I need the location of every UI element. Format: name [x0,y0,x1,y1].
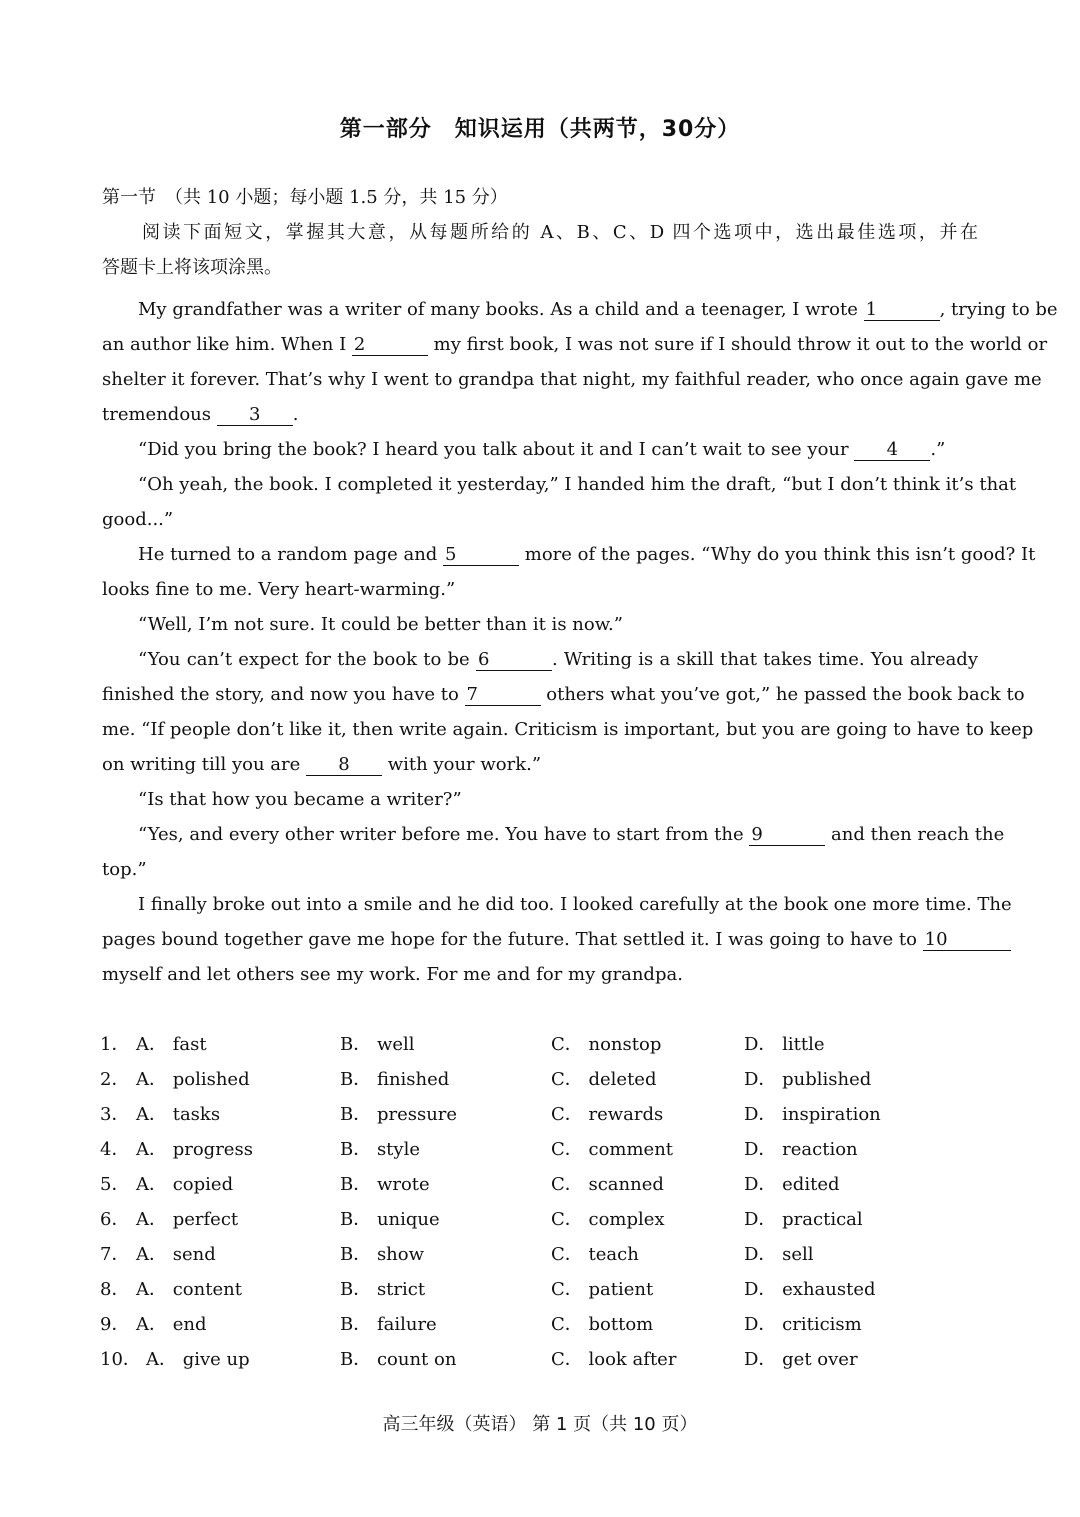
text-segment: on writing till you are [102,754,307,775]
option-d: D． get over [744,1349,858,1370]
text-segment: . Writing is a skill that takes time. You already [551,649,978,670]
option-d: D． reaction [744,1139,858,1160]
blank-2: 2 [352,335,428,356]
blank-10: 10 [923,930,1011,951]
instruction-line-2: 答题卡上将该项涂黑。 [102,257,282,278]
option-c: C． deleted [551,1069,657,1090]
option-b: B． show [340,1244,425,1265]
passage-line [102,683,1025,707]
text-segment: and then reach the [825,824,1005,845]
option-c: C． look after [551,1349,677,1370]
option-b: B． failure [340,1314,437,1335]
option-a: A． copied [136,1174,234,1195]
text-segment: . [292,404,299,425]
option-b: B． wrote [340,1174,430,1195]
option-c: C． comment [551,1139,674,1160]
option-d: D． criticism [744,1314,862,1335]
question-number: 8． [100,1279,130,1300]
option-b: B． unique [340,1209,440,1230]
passage-line: me. “If people don’t like it, then write again. Criticism is important, but you are going to have to keep [102,719,1034,740]
text-segment: pages bound together gave me hope for the future. That settled it. I was going to have to [102,929,923,950]
text-segment: .” [930,439,946,460]
passage-line [138,648,978,672]
option-c: C． patient [551,1279,654,1300]
question-number: 7． [100,1244,130,1265]
passage-line: looks fine to me. Very heart-warming.” [102,579,456,600]
text-segment: “You can’t expect for the book to be [138,649,476,670]
page-footer: 高三年级（英语） 第 1 页（共 10 页） [382,1414,698,1435]
passage-line: top.” [102,859,147,880]
option-d: D． edited [744,1174,840,1195]
option-c: C． nonstop [551,1034,662,1055]
blank-3: 3 [217,405,293,426]
question-number: 10． [100,1349,141,1370]
passage-line [102,753,541,777]
passage-line: “Is that how you became a writer?” [138,789,462,810]
text-segment: with your work.” [382,754,542,775]
option-b: B． count on [340,1349,457,1370]
passage-line: “Oh yeah, the book. I completed it yesterday,” I handed him the draft, “but I don’t think it’s that [138,474,1017,495]
option-c: C． bottom [551,1314,654,1335]
instruction-line-1: 阅读下面短文，掌握其大意，从每题所给的 A、B、C、D 四个选项中，选出最佳选项，并在 [142,222,978,243]
question-number: 6． [100,1209,130,1230]
text-segment: tremendous [102,404,217,425]
blank-5: 5 [443,545,519,566]
blank-9: 9 [749,825,825,846]
text-segment: “Did you bring the book? I heard you talk about it and I can’t wait to see your [138,439,855,460]
passage-line [102,403,298,427]
passage-line [138,298,1058,322]
text-segment: “Yes, and every other writer before me. You have to start from the [138,824,750,845]
option-a: A． give up [146,1349,250,1370]
passage-line: I finally broke out into a smile and he did too. I looked carefully at the book one more time. The [138,894,1012,915]
text-segment: finished the story, and now you have to [102,684,465,705]
option-b: B． pressure [340,1104,458,1125]
passage-line: myself and let others see my work. For me and for my grandpa. [102,964,683,985]
text-segment: , trying to be [939,299,1058,320]
option-c: C． teach [551,1244,639,1265]
section-heading: 第一节 （共 10 小题；每小题 1.5 分，共 15 分） [102,187,508,208]
option-a: A． content [136,1279,242,1300]
question-number: 4． [100,1139,130,1160]
passage-line: shelter it forever. That’s why I went to grandpa that night, my faithful reader, who once again gave me [102,369,1042,390]
option-a: A． tasks [136,1104,221,1125]
option-c: C． complex [551,1209,665,1230]
question-number: 9． [100,1314,130,1335]
option-b: B． well [340,1034,415,1055]
blank-6: 6 [476,650,552,671]
passage-line: “Well, I’m not sure. It could be better than it is now.” [138,614,623,635]
page-title: 第一部分 知识运用（共两节，30分） [339,117,741,142]
option-b: B． style [340,1139,420,1160]
passage-line [138,543,1036,567]
option-c: C． scanned [551,1174,664,1195]
option-c: C． rewards [551,1104,664,1125]
option-d: D． published [744,1069,872,1090]
option-a: A． perfect [136,1209,239,1230]
option-a: A． fast [136,1034,207,1055]
question-number: 5． [100,1174,130,1195]
text-segment: an author like him. When I [102,334,352,355]
blank-4: 4 [854,440,930,461]
passage-line [138,823,1005,847]
option-d: D． little [744,1034,825,1055]
option-a: A． end [136,1314,207,1335]
text-segment: others what you’ve got,” he passed the book back to [540,684,1025,705]
passage-line: good...” [102,509,174,530]
option-d: D． exhausted [744,1279,876,1300]
passage-line [102,333,1048,357]
blank-1: 1 [864,300,940,321]
text-segment: He turned to a random page and [138,544,444,565]
text-segment: My grandfather was a writer of many books. As a child and a teenager, I wrote [138,299,864,320]
option-b: B． finished [340,1069,450,1090]
passage-line [102,928,978,952]
passage-line [138,438,945,462]
option-d: D． practical [744,1209,863,1230]
option-a: A． send [136,1244,216,1265]
question-number: 1． [100,1034,130,1055]
text-segment: more of the pages. “Why do you think this isn’t good? It [519,544,1036,565]
option-b: B． strict [340,1279,426,1300]
question-number: 2． [100,1069,130,1090]
blank-7: 7 [465,685,541,706]
option-d: D． sell [744,1244,814,1265]
option-a: A． progress [136,1139,253,1160]
text-segment: my first book, I was not sure if I should throw it out to the world or [427,334,1048,355]
question-number: 3． [100,1104,130,1125]
option-d: D． inspiration [744,1104,881,1125]
blank-8: 8 [306,755,382,776]
option-a: A． polished [136,1069,250,1090]
